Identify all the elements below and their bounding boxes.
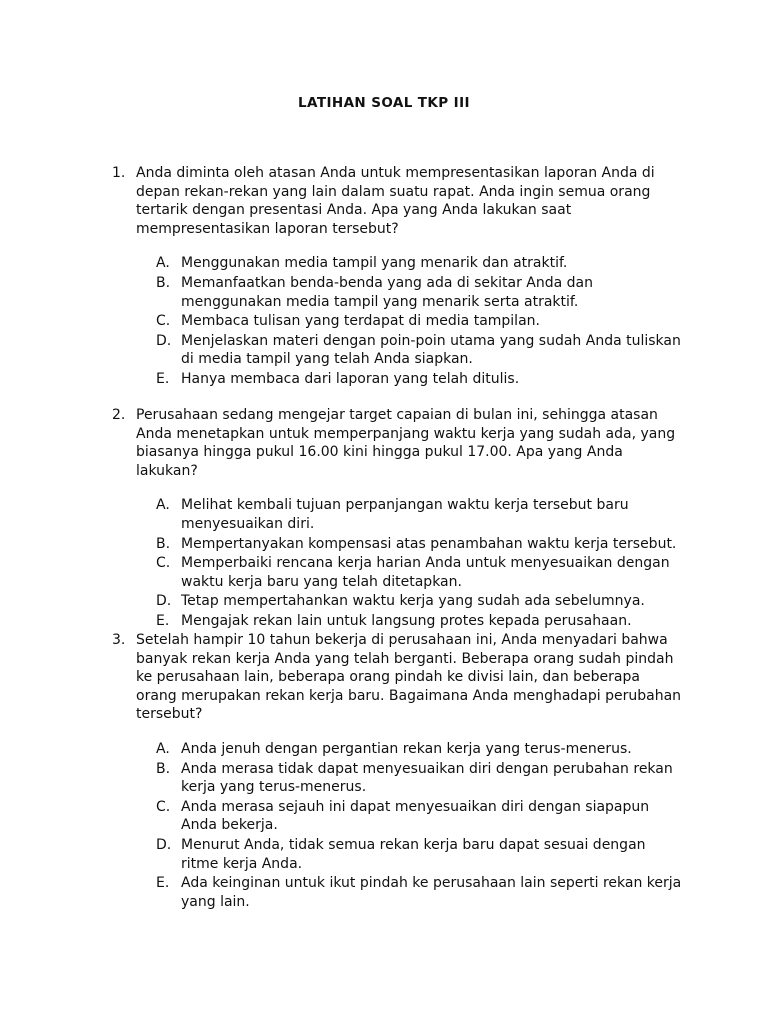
option-letter: C. <box>156 313 171 330</box>
option-text: Menjelaskan materi dengan poin-poin utama yang sudah Anda tuliskan di media tampil yang telah Anda siapkan. <box>181 332 681 368</box>
question-number: 3. <box>112 632 126 648</box>
question-1 <box>112 164 682 390</box>
option-text: Anda merasa sejauh ini dapat menyesuaikan diri dengan siapapun Anda bekerja. <box>181 798 650 834</box>
document-title: LATIHAN SOAL TKP III <box>298 95 470 111</box>
answer-option-a <box>156 254 682 273</box>
option-letter: C. <box>156 555 171 572</box>
option-letter: B. <box>156 535 171 552</box>
option-text: Mempertanyakan kompensasi atas penambahan waktu kerja tersebut. <box>181 535 677 552</box>
answer-option-c <box>156 312 682 331</box>
option-letter: C. <box>156 798 171 815</box>
answer-options <box>112 740 682 911</box>
option-letter: D. <box>156 836 172 853</box>
question-number: 1. <box>112 165 126 181</box>
option-letter: D. <box>156 593 172 610</box>
option-text: Hanya membaca dari laporan yang telah ditulis. <box>181 370 520 387</box>
option-letter: E. <box>156 370 170 387</box>
option-text: Melihat kembali tujuan perpanjangan waktu kerja tersebut baru menyesuaikan diri. <box>181 497 629 532</box>
option-letter: B. <box>156 274 171 291</box>
option-letter: D. <box>156 332 172 349</box>
answer-option-c <box>156 554 682 591</box>
answer-option-e <box>156 370 682 389</box>
answer-option-a <box>156 496 682 533</box>
option-text: Mengajak rekan lain untuk langsung protes kepada perusahaan. <box>181 612 632 629</box>
answer-option-b <box>156 274 682 311</box>
option-letter: E. <box>156 612 170 629</box>
question-text: Anda diminta oleh atasan Anda untuk mempresentasikan laporan Anda di depan rekan-rekan yang lain dalam suatu rapat. Anda ingin semua orang tertarik dengan presentasi Anda. Apa yang Anda lakukan saat mempresentasikan laporan tersebut? <box>136 165 655 237</box>
option-text: Menurut Anda, tidak semua rekan kerja baru dapat sesuai dengan ritme kerja Anda. <box>181 836 646 872</box>
question-2 <box>112 406 682 632</box>
answer-option-d <box>156 592 682 611</box>
answer-option-c <box>156 798 682 835</box>
answer-option-b <box>156 760 682 797</box>
answer-option-e <box>156 874 682 911</box>
answer-option-d <box>156 836 682 873</box>
option-text: Menggunakan media tampil yang menarik dan atraktif. <box>181 255 568 272</box>
option-letter: A. <box>156 497 170 514</box>
option-letter: A. <box>156 255 170 272</box>
option-text: Memperbaiki rencana kerja harian Anda untuk menyesuaikan dengan waktu kerja baru yang telah ditetapkan. <box>181 555 670 590</box>
option-text: Memanfaatkan benda-benda yang ada di sekitar Anda dan menggunakan media tampil yang menarik serta atraktif. <box>181 274 593 310</box>
question-text: Setelah hampir 10 tahun bekerja di perusahaan ini, Anda menyadari bahwa banyak rekan kerja Anda yang telah berganti. Beberapa orang sudah pindah ke perusahaan lain, beberapa orang pindah ke divisi lain, dan beberapa orang merupakan rekan kerja baru. Bagaimana Anda menghadapi perubahan tersebut? <box>136 632 682 723</box>
option-text: Tetap mempertahankan waktu kerja yang sudah ada sebelumnya. <box>181 593 645 610</box>
option-text: Anda merasa tidak dapat menyesuaikan diri dengan perubahan rekan kerja yang terus-menerus. <box>181 760 673 796</box>
option-text: Membaca tulisan yang terdapat di media tampilan. <box>181 313 540 330</box>
answer-options <box>112 254 682 388</box>
question-number: 2. <box>112 407 126 423</box>
answer-option-a <box>156 740 682 759</box>
option-letter: A. <box>156 740 170 757</box>
option-letter: E. <box>156 875 170 892</box>
answer-option-b <box>156 535 682 554</box>
question-3 <box>112 631 682 912</box>
question-text: Perusahaan sedang mengejar target capaian di bulan ini, sehingga atasan Anda menetapkan untuk memperpanjang waktu kerja yang sudah ada, yang biasanya hingga pukul 16.00 kini hingga pukul 17.00. Apa yang Anda lakukan? <box>136 407 676 479</box>
option-text: Ada keinginan untuk ikut pindah ke perusahaan lain seperti rekan kerja yang lain. <box>181 875 682 910</box>
answer-option-d <box>156 332 682 369</box>
option-letter: B. <box>156 760 171 777</box>
option-text: Anda jenuh dengan pergantian rekan kerja yang terus-menerus. <box>181 740 632 757</box>
answer-option-e <box>156 612 682 631</box>
answer-options <box>112 496 682 630</box>
